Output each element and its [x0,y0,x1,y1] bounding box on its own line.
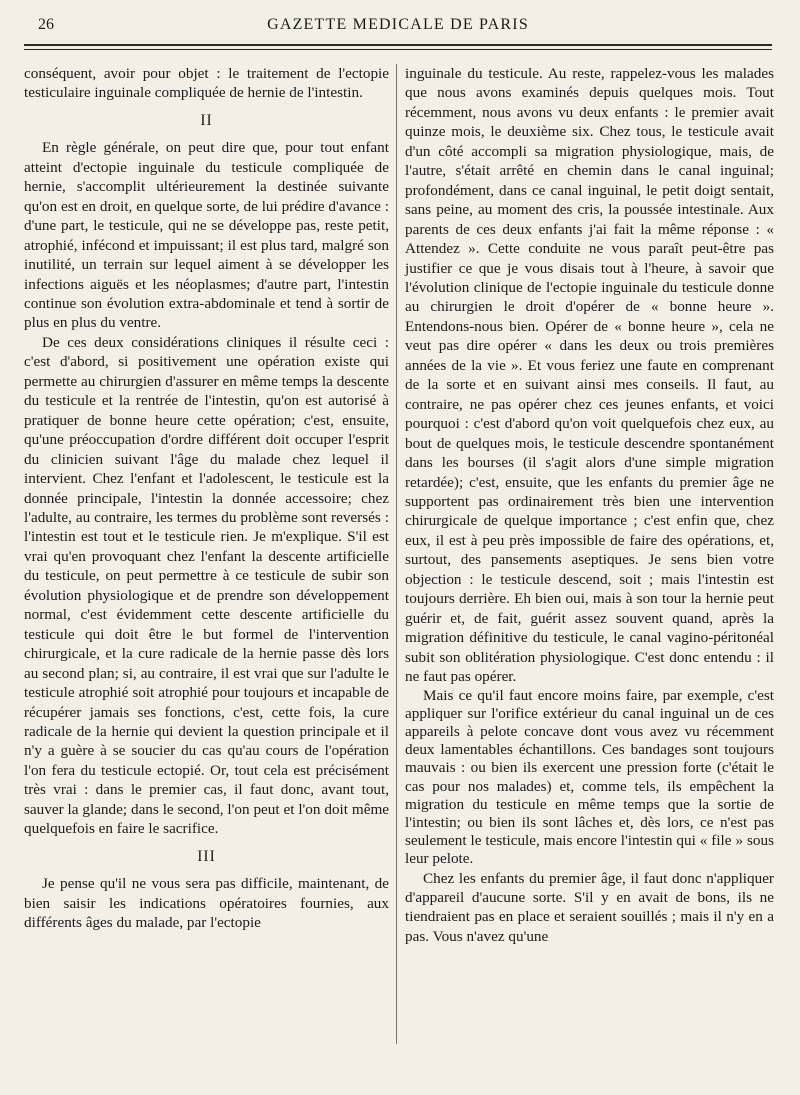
section-heading-3: III [197,847,216,865]
paragraph: Chez les enfants du premier âge, il faut donc n'appliquer d'appareil d'aucune sorte. S'il y en avait de bons, ils ne tiendraient pas en place et seraient souillés ; mais il n'y en a pas. Vous n'avez qu'une [405,869,774,945]
page-header [24,14,772,40]
paragraph: De ces deux considérations cliniques il résulte ceci : c'est d'abord, si positivement une opération existe qui permette au chirurgien d'assurer en même temps la descente du testicule et la rentrée de l'intestin, qu'on est autorisé à pratiquer de bonne heure cette opération; c'est, ensuite, qu'une préoccupation d'ordre différent doit occuper l'esprit du clinicien suivant l'âge du malade chez lequel il intervient. Chez l'enfant et l'adolescent, le testicule est la donnée principale, l'intestin la donnée accessoire; chez l'adulte, au contraire, les termes du problème sont reversés : l'intestin est tout et le testicule rien. Je m'explique. S'il est vrai qu'en provoquant chez l'enfant la descente artificielle du testicule, on peut permettre à ce testicule de subir son évolution physiologique et de prendre son développement normal, c'est évidemment cette descente artificielle du testicule qui doit être le but formel de l'intervention chirurgicale, et la cure radicale de la hernie passe dès lors au second plan; si, au contraire, il est vrai que sur l'adulte le testicule atrophié soit atrophié pour toujours et incapable de récupérer jamais ses fonctions, c'est, cette fois, la cure radicale de la hernie qui devient la question principale et il n'y a guère à se soucier du cas qu'au cours de l'opération l'on fera du testicule ectopié. Or, tout cela est précisément très vrai : dans le premier cas, il faut donc, avant tout, sauver la glande; dans le second, l'on peut et l'on doit même quelquefois en faire le sacrifice. [24,333,389,838]
right-column [405,64,774,946]
paragraph: En règle générale, on peut dire que, pour tout enfant atteint d'ectopie inguinale du testicule compliquée de hernie, s'accomplit ultérieurement la destinée suivante qu'on est en droit, en quelque sorte, de lui prédire d'avance : d'une part, le testicule, qui ne se développe pas, reste petit, atrophié, infécond et impuissant; il est plus tard, malgré son inutilité, un terrain sur lequel aiment à se développer les infections aiguës et les néoplasmes; d'autre part, l'intestin continue son évolution extra-abdominale et tend à sortir de plus en plus du ventre. [24,139,389,332]
page-number: 26 [38,16,54,33]
header-rule-thick [24,44,772,46]
left-column [24,64,389,932]
column-divider [396,64,397,1044]
intro-paragraph: conséquent, avoir pour objet : le traitement de l'ectopie testiculaire inguinale compliquée de hernie de l'intestin. [24,65,389,102]
journal-title: GAZETTE MEDICALE DE PARIS [267,16,529,33]
paragraph: Je pense qu'il ne vous sera pas difficile, maintenant, de bien saisir les indications opératoires fournies, aux différents âges du malade, par l'ectopie [24,875,389,932]
section-heading-2: II [200,111,213,129]
paragraph: Mais ce qu'il faut encore moins faire, par exemple, c'est appliquer sur l'orifice extérieur du canal inguinal un de ces appareils à pelote concave dont vous avez vu récemment deux lamentables échantillons. Ces bandages sont toujours mauvais : ou bien ils exercent une pression forte (c'était le cas pour nos malades) et, comme tels, ils empêchent la migration du testicule en même temps que la sortie de l'intestin; ou bien ils sont lâches et, dès lors, ce n'est pas seulement le testicule, mais encore l'intestin qui « file » sous leur pelote. [405,686,774,868]
paragraph: inguinale du testicule. Au reste, rappelez-vous les malades que nous avons examinés depuis quelques mois. Tout récemment, nous avons vu deux enfants : le premier avait quinze mois, le deuxième six. Chez tous, le testicule avait d'un côté accompli sa migration physiologique, mais, de l'autre, s'était arrêté en chemin dans le canal inguinal; profondément, dans ce canal inguinal, le petit doigt sentait, sans peine, au moment des cris, la poussée intestinale. Aux parents de ces deux enfants j'ai fait la même réponse : « Attendez ». Cette conduite ne vous paraît peut-être pas justifier ce que je vous disais tout à l'heure, à savoir que l'évolution clinique de l'ectopie inguinale du testicule donne au chirurgien le droit d'opérer de « bonne heure ». Entendons-nous bien. Opérer de « bonne heure », cela ne veut pas dire opérer « dans les deux ou trois premières années de la vie ». Et vous feriez une faute en comprenant de la sorte et en suivant ainsi mes conseils. Il faut, au contraire, ne pas opérer chez ces jeunes enfants, et voici pourquoi : c'est d'abord qu'on voit quelquefois chez eux, au bout de quelques mois, le testicule descendre spontanément dans les bourses (il s'agit alors d'une simple migration retardée); c'est, ensuite, que les enfants du premier âge ne supportent pas ordinairement très bien une intervention chirurgicale de quelque importance ; c'est enfin que, chez eux, il est à peu près impossible de faire des opérations, et, surtout, des pansements aseptiques. Je sens bien votre objection : le testicule descend, soit ; mais l'intestin est toujours derrière. Eh bien oui, mais à son tour la hernie peut guérir et, de fait, guérit assez souvent quand, après la migration définitive du testicule, le canal vagino-péritonéal subit son oblitération physiologique. C'est donc entendu : il ne faut pas opérer. [405,65,774,686]
header-rule-thin [24,49,772,50]
